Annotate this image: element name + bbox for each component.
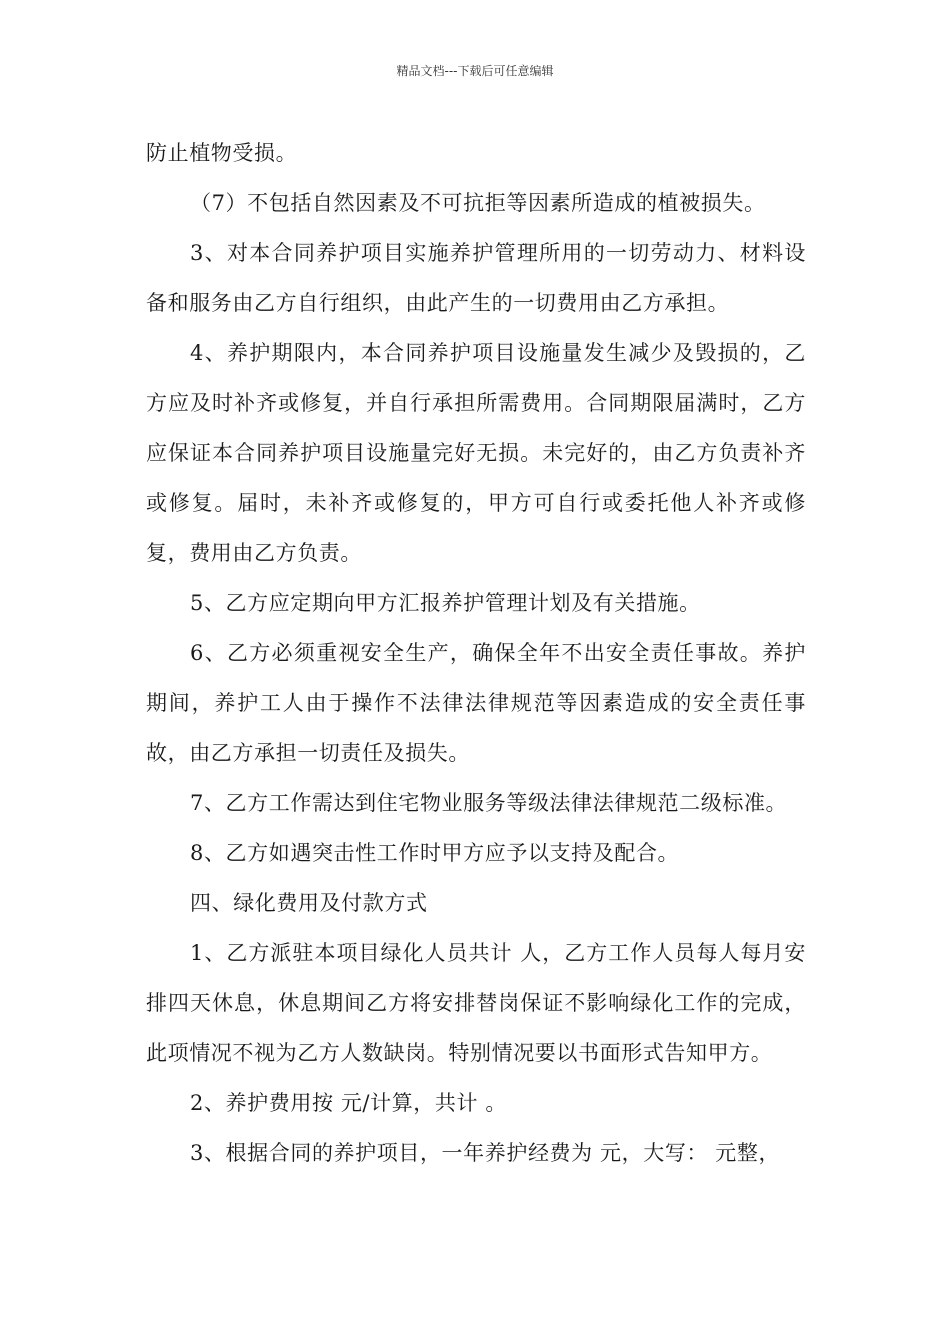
paragraph: 2、养护费用按 元/计算，共计 。 bbox=[190, 1091, 507, 1115]
paragraph: 1、乙方派驻本项目绿化人员共计 人，乙方工作人员每人每月安排四天休息，休息期间乙方将安排替岗保证不影响绿化工作的完成，此项情况不视为乙方人数缺岗。特别情况要以书面形式告知甲方。 bbox=[146, 941, 806, 1065]
paragraph: 3、根据合同的养护项目，一年养护经费为 元，大写： 元整， bbox=[190, 1141, 781, 1165]
section-heading: 四、绿化费用及付款方式 bbox=[190, 891, 428, 915]
document-body bbox=[146, 128, 806, 1178]
paragraph: 4、养护期限内，本合同养护项目设施量发生减少及毁损的，乙方应及时补齐或修复，并自行承担所需费用。合同期限届满时，乙方应保证本合同养护项目设施量完好无损。未完好的，由乙方负责补齐或修复。届时，未补齐或修复的，甲方可自行或委托他人补齐或修复，费用由乙方负责。 bbox=[146, 341, 806, 565]
paragraph: 5、乙方应定期向甲方汇报养护管理计划及有关措施。 bbox=[190, 591, 701, 615]
paragraph: （7）不包括自然因素及不可抗拒等因素所造成的植被损失。 bbox=[190, 191, 766, 215]
paragraph: 6、乙方必须重视安全生产，确保全年不出安全责任事故。养护期间，养护工人由于操作不法律法律规范等因素造成的安全责任事故，由乙方承担一切责任及损失。 bbox=[146, 641, 806, 765]
paragraph: 3、对本合同养护项目实施养护管理所用的一切劳动力、材料设备和服务由乙方自行组织，由此产生的一切费用由乙方承担。 bbox=[146, 241, 806, 315]
paragraph: 8、乙方如遇突击性工作时甲方应予以支持及配合。 bbox=[190, 841, 680, 865]
paragraph: 7、乙方工作需达到住宅物业服务等级法律法律规范二级标准。 bbox=[190, 791, 788, 815]
page-header: 精品文档---下载后可任意编辑 bbox=[396, 64, 554, 78]
paragraph: 防止植物受损。 bbox=[146, 141, 298, 165]
